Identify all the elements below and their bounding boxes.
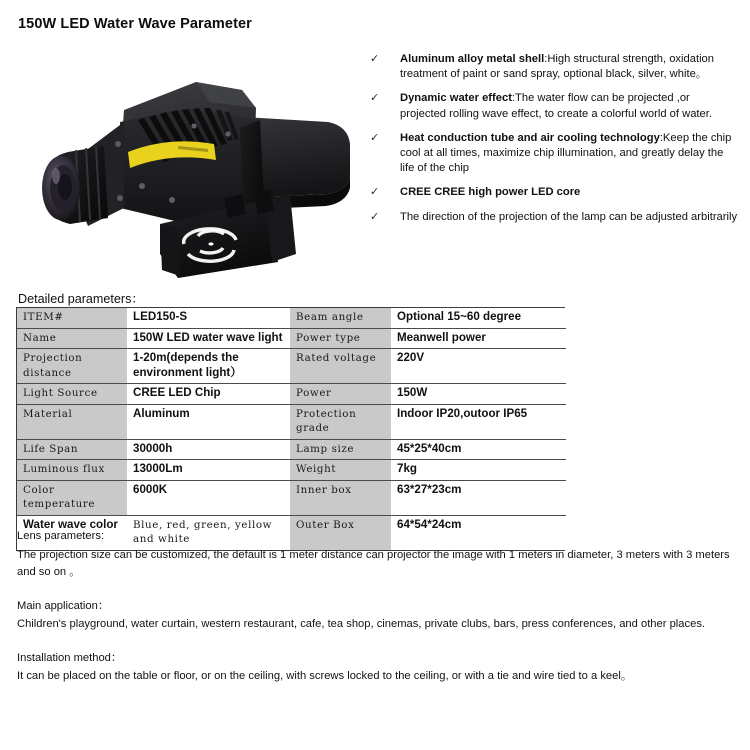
section-gap xyxy=(17,634,733,650)
lens-parameters-heading: Lens parameters: xyxy=(17,530,105,542)
lens-center xyxy=(58,174,72,200)
feature-text xyxy=(400,53,714,80)
spec-label: Weight xyxy=(290,460,391,481)
table-row xyxy=(17,439,566,460)
bracket-center-hole xyxy=(208,242,213,245)
spec-label: Life Span xyxy=(17,439,127,460)
bracket-knuckle-left xyxy=(224,194,246,218)
feature-bold: CREE CREE high power LED core xyxy=(400,186,581,199)
feature-item xyxy=(366,131,738,177)
spec-value: 150W xyxy=(391,384,566,405)
checkmark-icon: ✓ xyxy=(370,92,380,105)
bracket-left-arm xyxy=(160,224,180,276)
feature-rest: :High structural strength, oxidation treatment of paint or sand spray, optional black, silver, white。 xyxy=(400,53,714,81)
feature-item xyxy=(366,91,738,121)
feature-rest: :Keep the chip cool at all times, maximize chip illumination, and greatly delay the life of the chip xyxy=(400,131,732,175)
table-row xyxy=(17,384,566,405)
table-row xyxy=(17,308,566,328)
installation-method-heading: Installation method： xyxy=(17,651,123,664)
spec-label: Lamp size xyxy=(290,439,391,460)
specification-table xyxy=(17,308,566,550)
feature-bold: Heat conduction tube and air cooling technology xyxy=(400,131,660,144)
spec-value: 220V xyxy=(391,349,566,384)
spec-label: Material xyxy=(17,404,127,439)
checkmark-icon: ✓ xyxy=(370,53,380,65)
spec-value: Aluminum xyxy=(127,404,290,439)
spec-label: Name xyxy=(17,328,127,349)
table-row xyxy=(17,328,566,349)
feature-text xyxy=(400,92,712,119)
feature-text xyxy=(400,132,731,174)
spec-value: 30000h xyxy=(127,439,290,460)
feature-list xyxy=(366,52,738,234)
spec-label: Power type xyxy=(290,328,391,349)
checkmark-icon: ✓ xyxy=(370,186,380,199)
spec-value: Indoor IP20,outoor IP65 xyxy=(391,404,566,439)
spec-label: Power xyxy=(290,384,391,405)
product-photo xyxy=(28,48,364,286)
spec-label: Beam angle xyxy=(290,308,391,328)
feature-text xyxy=(400,211,737,223)
main-application-body: Children's playground, water curtain, western restaurant, cafe, tea shop, cinemas, private clubs, bars, press conferences, and other places. xyxy=(17,618,706,630)
spec-value: 45*25*40cm xyxy=(391,439,566,460)
installation-method-body: It can be placed on the table or floor, or on the ceiling, with screws locked to the ceiling, or with a tie and wire tied to a keel。 xyxy=(17,670,633,682)
spec-label: Outer Box xyxy=(290,515,391,550)
spec-value: 7kg xyxy=(391,460,566,481)
prose-sections xyxy=(17,528,733,686)
table-row xyxy=(17,460,566,481)
detailed-parameters-heading: Detailed parameters： xyxy=(18,292,144,306)
spec-value: CREE LED Chip xyxy=(127,384,290,405)
table-row xyxy=(17,404,566,439)
page-title: 150W LED Water Wave Parameter xyxy=(18,16,252,32)
spec-label: ITEM# xyxy=(17,308,127,328)
spec-label: Protection grade xyxy=(290,404,391,439)
spec-label: Inner box xyxy=(290,480,391,515)
feature-item xyxy=(366,52,738,82)
spec-label: Luminous flux xyxy=(17,460,127,481)
spec-label: Light Source xyxy=(17,384,127,405)
spec-value: 1-20m(depends the environment light） xyxy=(127,349,290,384)
table-row xyxy=(17,349,566,384)
spec-label: Water wave color xyxy=(17,515,127,550)
projector-illustration xyxy=(28,48,364,286)
spec-value: Blue, red, green, yellow and white xyxy=(127,515,290,550)
spec-value: 150W LED water wave light xyxy=(127,328,290,349)
feature-item xyxy=(366,185,738,200)
feature-item xyxy=(366,210,738,225)
spec-value: 63*27*23cm xyxy=(391,480,566,515)
checkmark-icon: ✓ xyxy=(370,131,380,144)
spec-value: Meanwell power xyxy=(391,328,566,349)
feature-bold: Aluminum alloy metal shell xyxy=(400,53,545,65)
spec-value: 13000Lm xyxy=(127,460,290,481)
spec-label: Projection distance xyxy=(17,349,127,384)
section-gap xyxy=(17,582,733,598)
feature-rest: The direction of the projection of the lamp can be adjusted arbitrarily xyxy=(400,210,738,223)
lens-highlight xyxy=(52,168,60,184)
spec-label: Color temperature xyxy=(17,480,127,515)
spec-value: 64*54*24cm xyxy=(391,515,566,550)
feature-rest: :The water flow can be projected ,or projected rolling wave effect, to create a colorful world of water. xyxy=(400,92,712,120)
main-application-heading: Main application： xyxy=(17,599,110,612)
spec-value: Optional 15~60 degree xyxy=(391,308,566,328)
spec-value: 6000K xyxy=(127,480,290,515)
checkmark-icon: ✓ xyxy=(370,210,380,223)
lens-parameters-body: The projection size can be customized, the default is 1 meter distance can projector the image with 1 meters in diameter, 3 meters with 3 meters and so on 。 xyxy=(17,548,730,578)
spec-label: Rated voltage xyxy=(290,349,391,384)
spec-value: LED150-S xyxy=(127,308,290,328)
feature-text xyxy=(400,186,580,198)
table-row xyxy=(17,480,566,515)
specification-table-wrapper xyxy=(16,307,565,551)
feature-bold: Dynamic water effect xyxy=(400,92,512,105)
